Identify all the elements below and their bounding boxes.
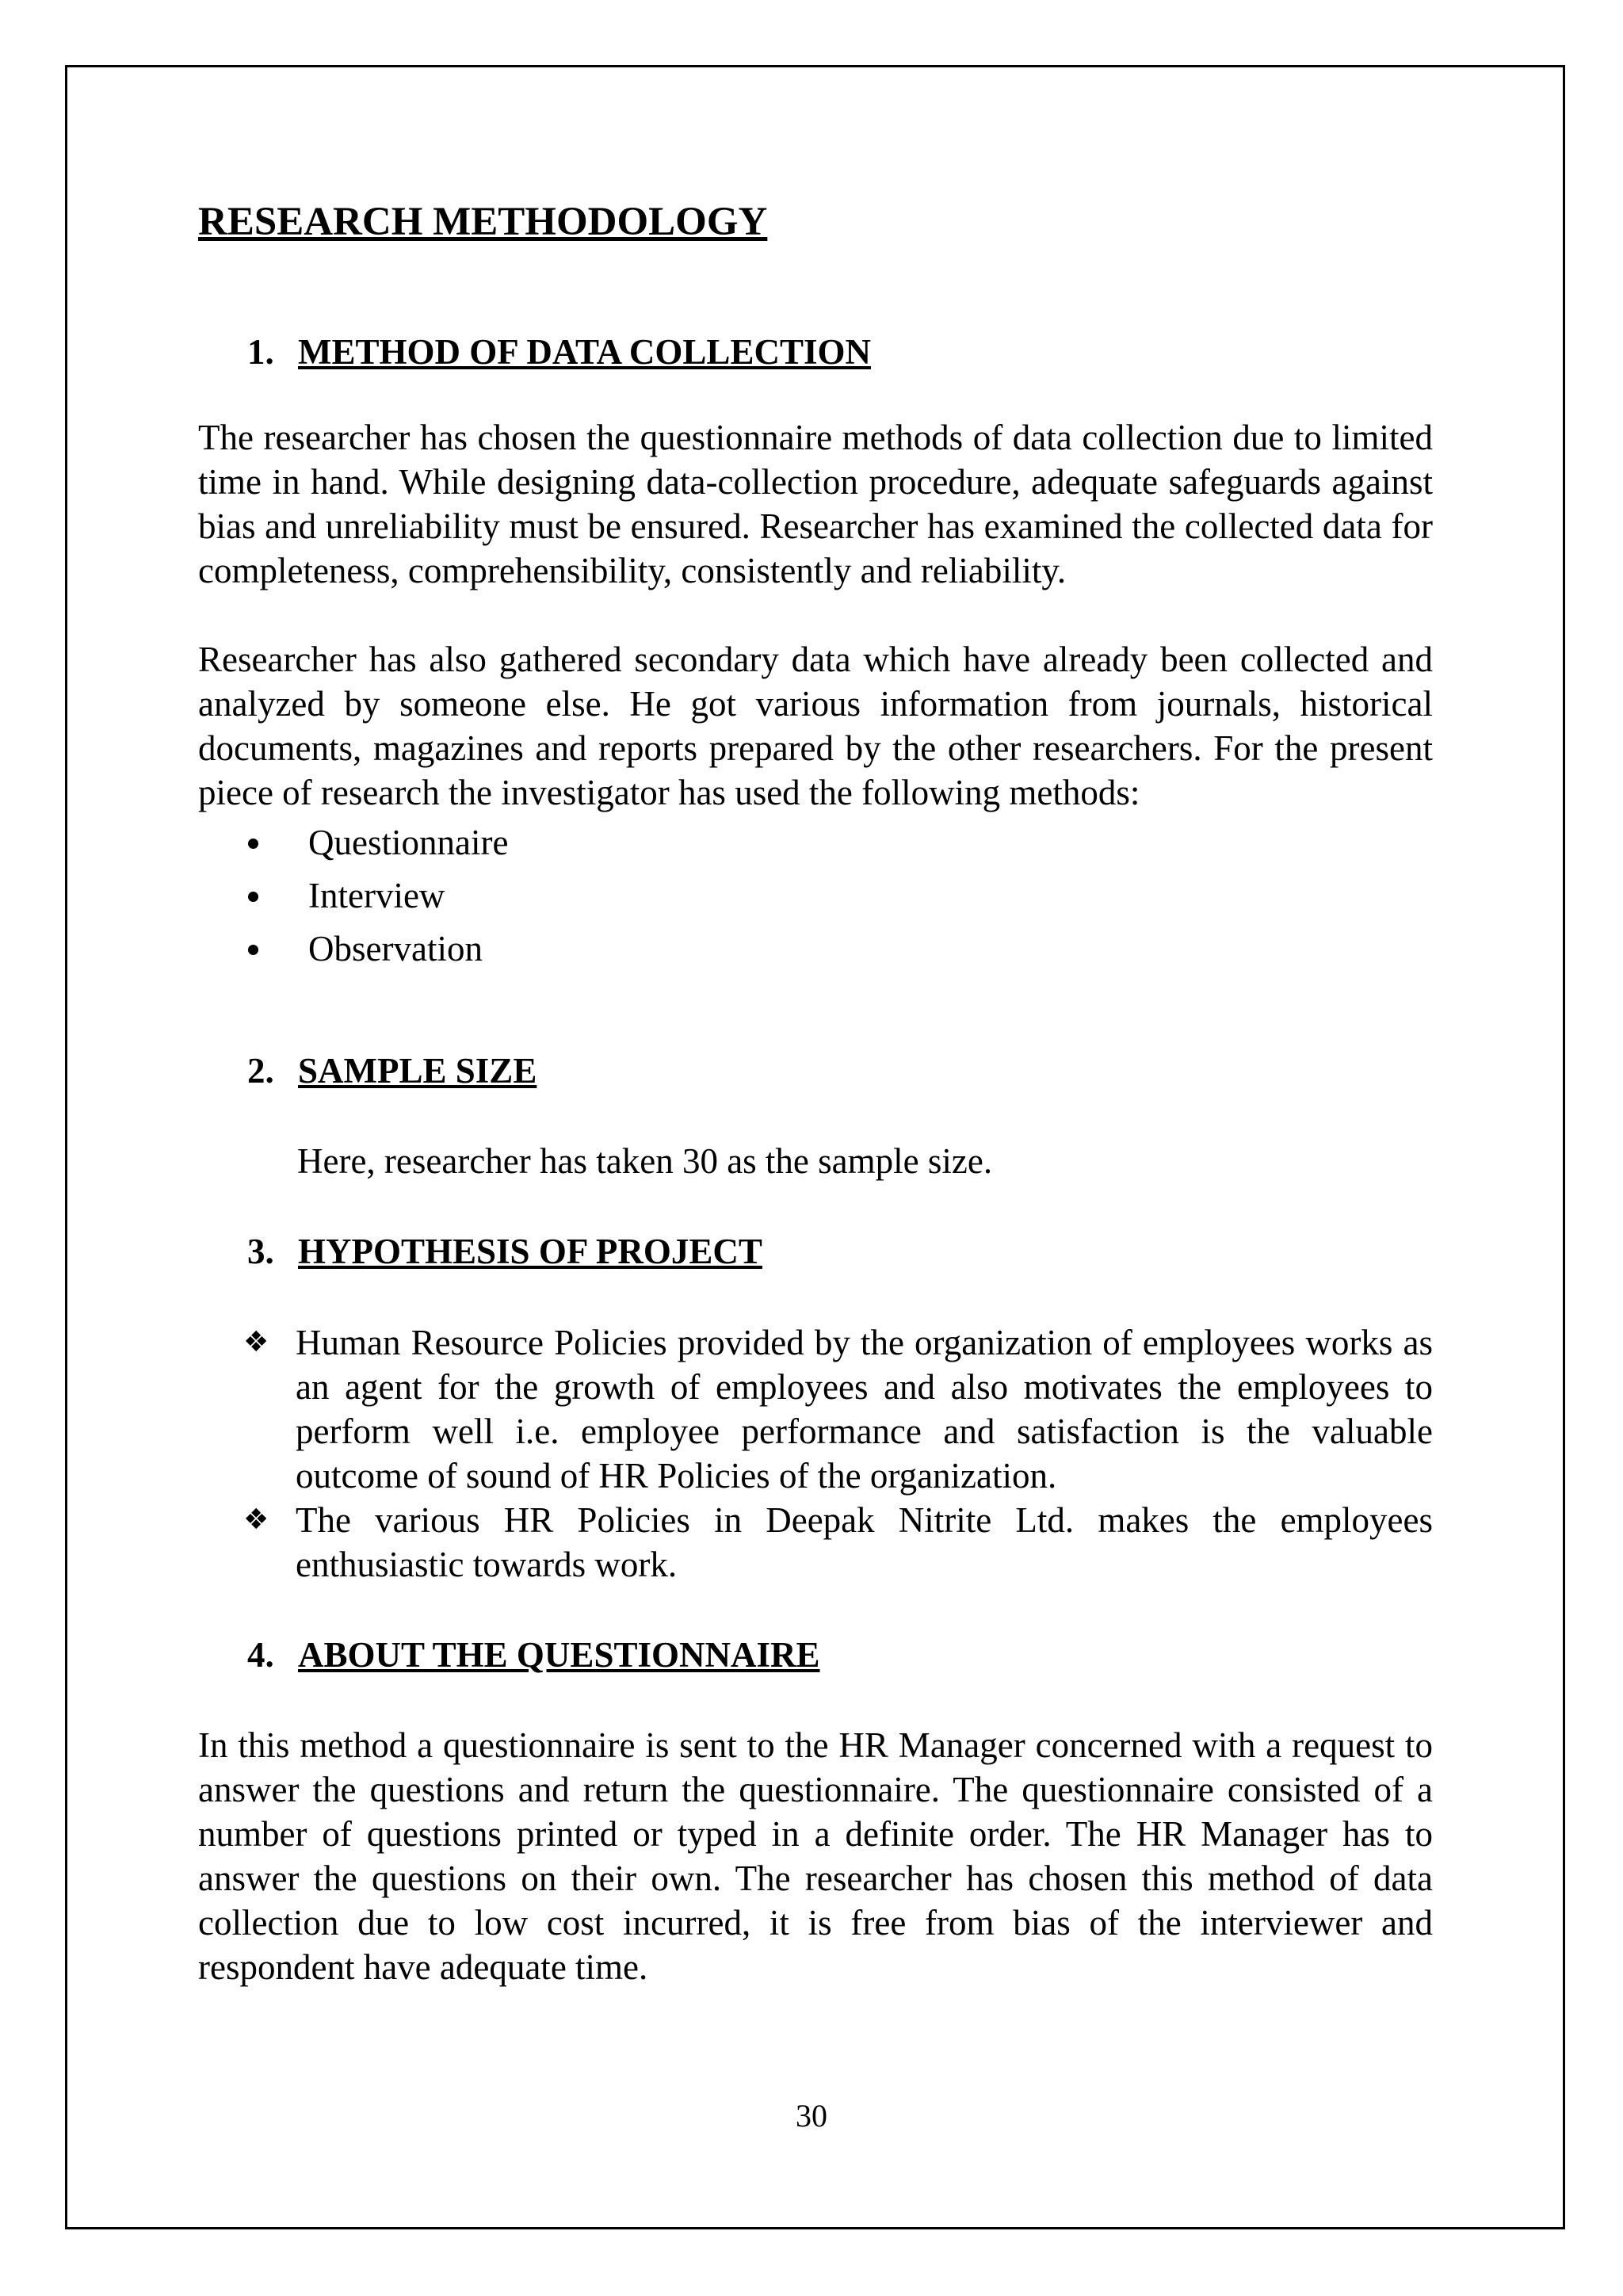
hypothesis-list — [198, 1320, 1433, 1587]
section-heading-questionnaire — [198, 1633, 1433, 1677]
diamond-bullet-icon: ❖ — [243, 1503, 269, 1536]
list-item: Observation — [198, 923, 1433, 976]
bullet-dot-icon — [248, 816, 308, 869]
sample-size-text: Here, researcher has taken 30 as the sample size. — [297, 1141, 993, 1181]
section-number: 3. — [247, 1232, 274, 1271]
questionnaire-paragraph: In this method a questionnaire is sent to the HR Manager concerned with a request to answer the questions and return the questionnaire. The questionnaire consisted of a number of questions printed or typed in a definite order. The HR Manager has to answer the questions on their own. The researcher has chosen this method of data collection due to low cost incurred, it is free from bias of the interviewer and respondent have adequate time. — [198, 1725, 1433, 1987]
bullet-dot-icon — [248, 923, 308, 976]
section-number: 4. — [247, 1635, 274, 1675]
data-collection-paragraph: The researcher has chosen the questionnaire methods of data collection due to limited time in hand. While designing data-collection procedure, adequate safeguards against bias and unreliability must be ensured. Researcher has examined the collected data for completeness, comprehensibility, consistently and reliability. — [198, 418, 1433, 590]
page-title: RESEARCH METHODOLOGY — [198, 200, 768, 244]
section-title: SAMPLE SIZE — [298, 1051, 537, 1091]
list-item: ❖ Human Resource Policies provided by the organization of employees works as an agent for the growth of employees and also motivates the employees to perform well i.e. employee performance and satisfaction is the valuable outcome of sound of HR Policies of the organization. — [198, 1320, 1433, 1498]
document-body — [198, 197, 1433, 1989]
section-title: METHOD OF DATA COLLECTION — [298, 332, 871, 372]
bullet-dot-icon — [248, 869, 308, 923]
section-heading-sample-size — [198, 1049, 1433, 1093]
section-title: HYPOTHESIS OF PROJECT — [298, 1232, 762, 1271]
section-title: ABOUT THE QUESTIONNAIRE — [298, 1635, 820, 1675]
list-item: Interview — [198, 869, 1433, 923]
methods-list — [198, 816, 1433, 976]
section-heading-hypothesis — [198, 1229, 1433, 1274]
list-item: ❖ The various HR Policies in Deepak Nitrite Ltd. makes the employees enthusiastic towards work. — [198, 1498, 1433, 1587]
diamond-bullet-icon: ❖ — [243, 1326, 269, 1358]
section-number: 1. — [247, 332, 274, 372]
list-item: Questionnaire — [198, 816, 1433, 869]
section-number: 2. — [247, 1051, 274, 1091]
section-heading-data-collection — [198, 330, 1433, 374]
secondary-data-paragraph: Researcher has also gathered secondary data which have already been collected and analyzed by someone else. He got various information from journals, historical documents, magazines and reports prepared by the other researchers. For the present piece of research the investigator has used the following methods: — [198, 640, 1433, 812]
page-number: 30 — [796, 2098, 827, 2134]
